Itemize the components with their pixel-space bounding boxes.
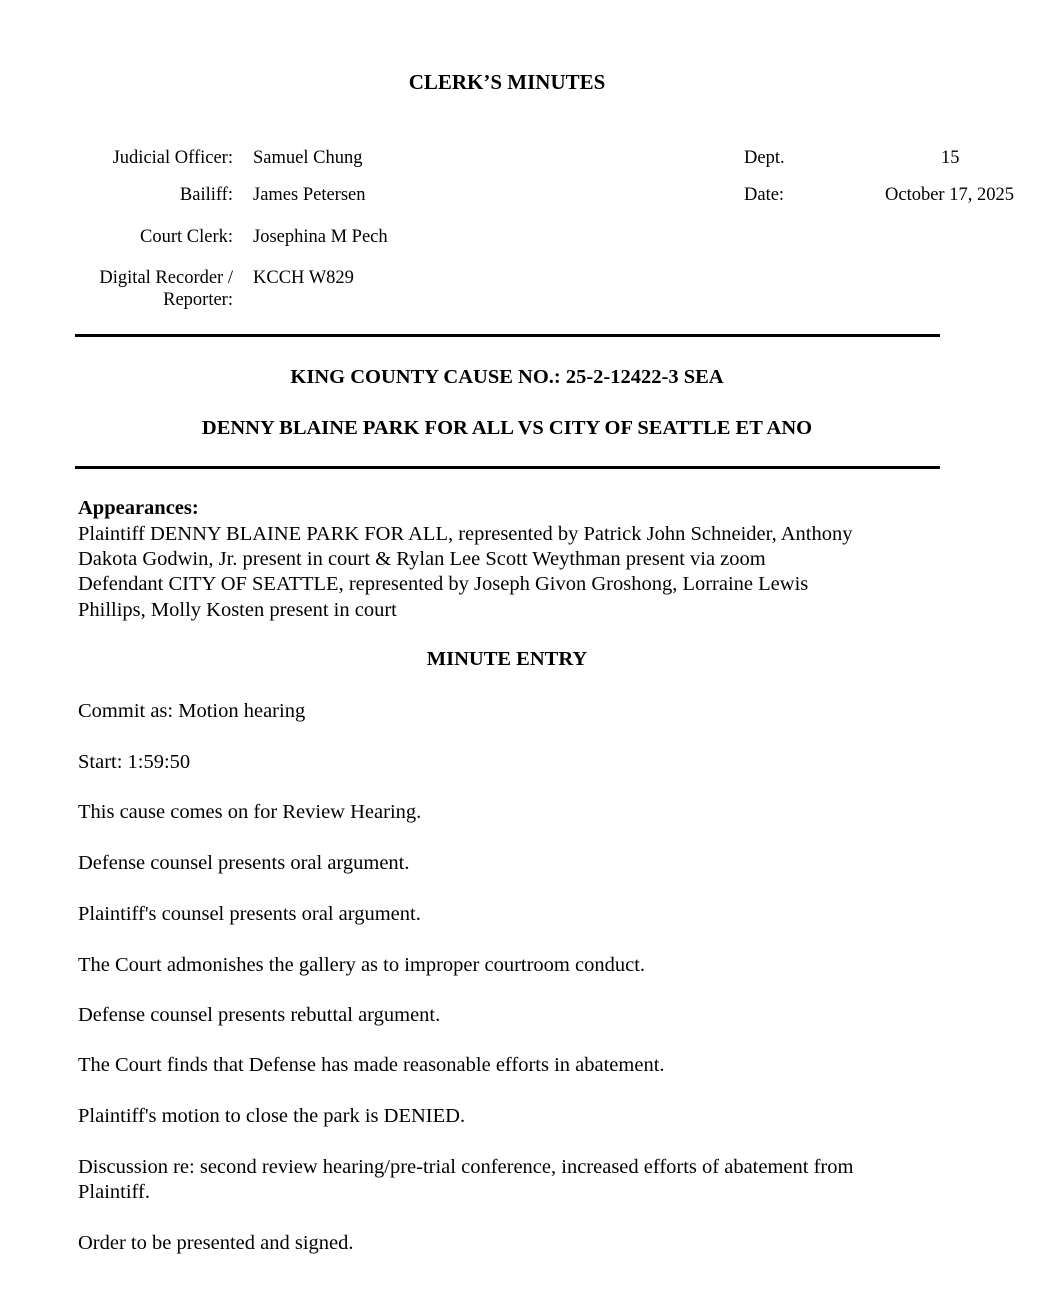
appearances-heading: Appearances: <box>78 497 199 519</box>
minute-entry-item: This cause comes on for Review Hearing. <box>78 801 422 823</box>
minute-entry-heading: MINUTE ENTRY <box>426 648 588 670</box>
minute-entry-item: The Court finds that Defense has made reasonable efforts in abatement. <box>78 1054 665 1076</box>
bailiff-label: Bailiff: <box>179 185 233 205</box>
minute-entry-item: Defense counsel presents oral argument. <box>78 852 410 874</box>
court-clerk-value: Josephina M Pech <box>253 227 388 247</box>
appearances-line: Phillips, Molly Kosten present in court <box>78 599 397 621</box>
recorder-value: KCCH W829 <box>253 268 354 288</box>
dept-label: Dept. <box>744 148 785 168</box>
appearances-line: Plaintiff DENNY BLAINE PARK FOR ALL, represented by Patrick John Schneider, Anthony <box>78 523 853 545</box>
judicial-officer-label: Judicial Officer: <box>112 148 233 168</box>
document-title: CLERK’S MINUTES <box>408 70 606 94</box>
court-clerk-label: Court Clerk: <box>139 227 233 247</box>
bailiff-value: James Petersen <box>253 185 366 205</box>
minute-entry-item: Plaintiff. <box>78 1181 150 1203</box>
recorder-label-line1: Digital Recorder / <box>99 268 233 288</box>
recorder-label-line2: Reporter: <box>163 290 233 310</box>
appearances-line: Defendant CITY OF SEATTLE, represented by Joseph Givon Groshong, Lorraine Lewis <box>78 573 809 595</box>
minute-entry-item: Order to be presented and signed. <box>78 1232 354 1254</box>
dept-value: 15 <box>941 148 960 168</box>
minute-entry-item: Discussion re: second review hearing/pre-trial conference, increased efforts of abatement from <box>78 1156 854 1178</box>
divider-bottom <box>75 466 940 469</box>
divider-top <box>75 334 940 337</box>
date-value: October 17, 2025 <box>885 185 1014 205</box>
date-label: Date: <box>744 185 785 205</box>
case-caption: DENNY BLAINE PARK FOR ALL VS CITY OF SEATTLE ET ANO <box>201 417 813 439</box>
minute-entry-item: Start: 1:59:50 <box>78 751 191 773</box>
minute-entry-item: Plaintiff's motion to close the park is DENIED. <box>78 1105 466 1127</box>
minute-entry-item: Plaintiff's counsel presents oral argument. <box>78 903 421 925</box>
minute-entry-item: Defense counsel presents rebuttal argument. <box>78 1004 441 1026</box>
judicial-officer-value: Samuel Chung <box>253 148 363 168</box>
minute-entry-item: The Court admonishes the gallery as to improper courtroom conduct. <box>78 954 646 976</box>
appearances-line: Dakota Godwin, Jr. present in court & Rylan Lee Scott Weythman present via zoom <box>78 548 766 570</box>
cause-number: KING COUNTY CAUSE NO.: 25-2-12422-3 SEA <box>290 366 724 388</box>
minute-entry-item: Commit as: Motion hearing <box>78 700 306 722</box>
